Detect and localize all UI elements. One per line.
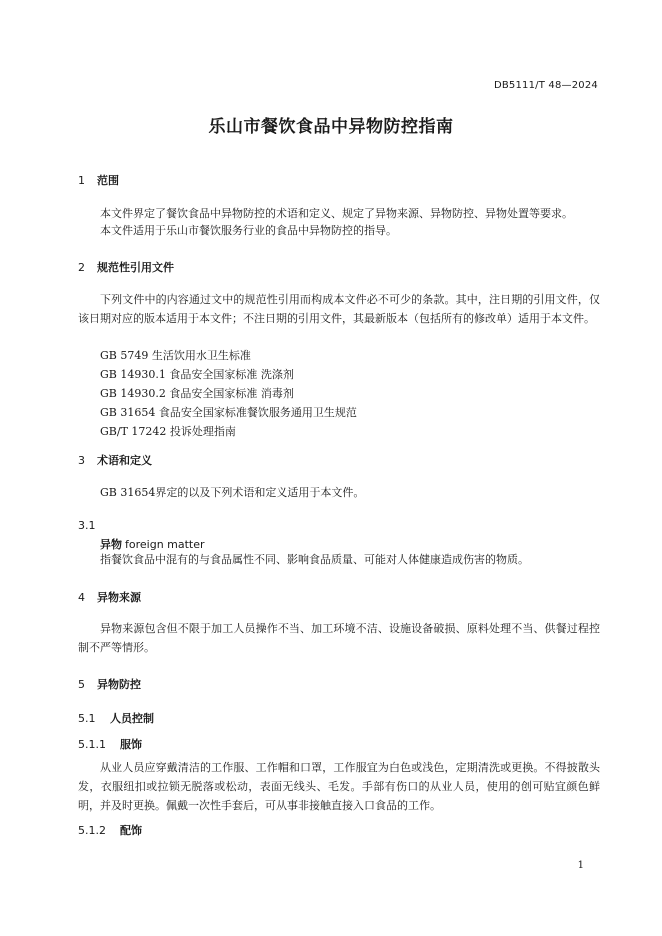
section-5-heading <box>78 676 141 692</box>
section-3-heading <box>78 452 152 468</box>
section-label: 术语和定义 <box>97 454 152 467</box>
section-2-heading <box>78 259 174 275</box>
doc-code: DB5111/T 48—2024 <box>493 80 598 91</box>
subsection-5-1-1-heading <box>78 736 142 752</box>
section-number: 2 <box>78 261 85 274</box>
reference-item: GB 14930.2 食品安全国家标准 消毒剂 <box>100 387 294 400</box>
section-1-heading <box>78 172 119 188</box>
section-label: 范围 <box>97 174 119 187</box>
page-number: 1 <box>577 860 584 871</box>
reference-item: GB 5749 生活饮用水卫生标准 <box>100 349 251 362</box>
section-number: 1 <box>78 174 85 187</box>
section-label: 服饰 <box>120 738 142 751</box>
paragraph: GB 31654界定的以及下列术语和定义适用于本文件。 <box>100 486 365 499</box>
reference-item: GB 31654 食品安全国家标准餐饮服务通用卫生规范 <box>100 406 357 419</box>
section-number: 4 <box>78 591 85 604</box>
paragraph: 本文件界定了餐饮食品中异物防控的术语和定义、规定了异物来源、异物防控、异物处置等要求。 <box>100 207 573 220</box>
term-name-en: foreign matter <box>125 538 205 551</box>
term-name-zh: 异物 <box>100 538 122 551</box>
subsection-5-1-heading <box>78 710 154 726</box>
paragraph: 从业人员应穿戴清洁的工作服、工作帽和口罩，工作服宜为白色或浅色，定期清洗或更换。不得披散头发，衣服纽扣或拉锁无脱落或松动，表面无线头、毛发。手部有伤口的从业人员，使用的创可贴宜颜色鲜明，并及时更换。佩戴一次性手套后，可从事非接触直接入口食品的工作。 <box>78 761 600 812</box>
paragraph: 本文件适用于乐山市餐饮服务行业的食品中异物防控的指导。 <box>100 224 397 237</box>
term-number: 3.1 <box>78 519 96 532</box>
section-label: 规范性引用文件 <box>97 261 174 274</box>
section-4-heading <box>78 589 141 605</box>
section-number: 5.1.2 <box>78 824 106 837</box>
section-number: 5.1.1 <box>78 738 106 751</box>
paragraph: 下列文件中的内容通过文中的规范性引用而构成本文件必不可少的条款。其中，注日期的引用文件，仅该日期对应的版本适用于本文件；不注日期的引用文件，其最新版本（包括所有的修改单）适用于本文件。 <box>78 293 600 325</box>
section-label: 异物来源 <box>97 591 141 604</box>
reference-item: GB/T 17242 投诉处理指南 <box>100 425 236 438</box>
section-label: 人员控制 <box>110 712 154 725</box>
section-number: 5.1 <box>78 712 96 725</box>
term-definition: 指餐饮食品中混有的与食品属性不同、影响食品质量、可能对人体健康造成伤害的物质。 <box>100 553 529 566</box>
section-label: 异物防控 <box>97 678 141 691</box>
page-title: 乐山市餐饮食品中异物防控指南 <box>208 117 454 137</box>
section-label: 配饰 <box>120 824 142 837</box>
section-number: 3 <box>78 454 85 467</box>
paragraph: 异物来源包含但不限于加工人员操作不当、加工环境不洁、设施设备破损、原料处理不当、供餐过程控制不严等情形。 <box>78 622 600 654</box>
subsection-5-1-2-heading <box>78 822 142 838</box>
section-number: 5 <box>78 678 85 691</box>
reference-item: GB 14930.1 食品安全国家标准 洗涤剂 <box>100 368 294 381</box>
